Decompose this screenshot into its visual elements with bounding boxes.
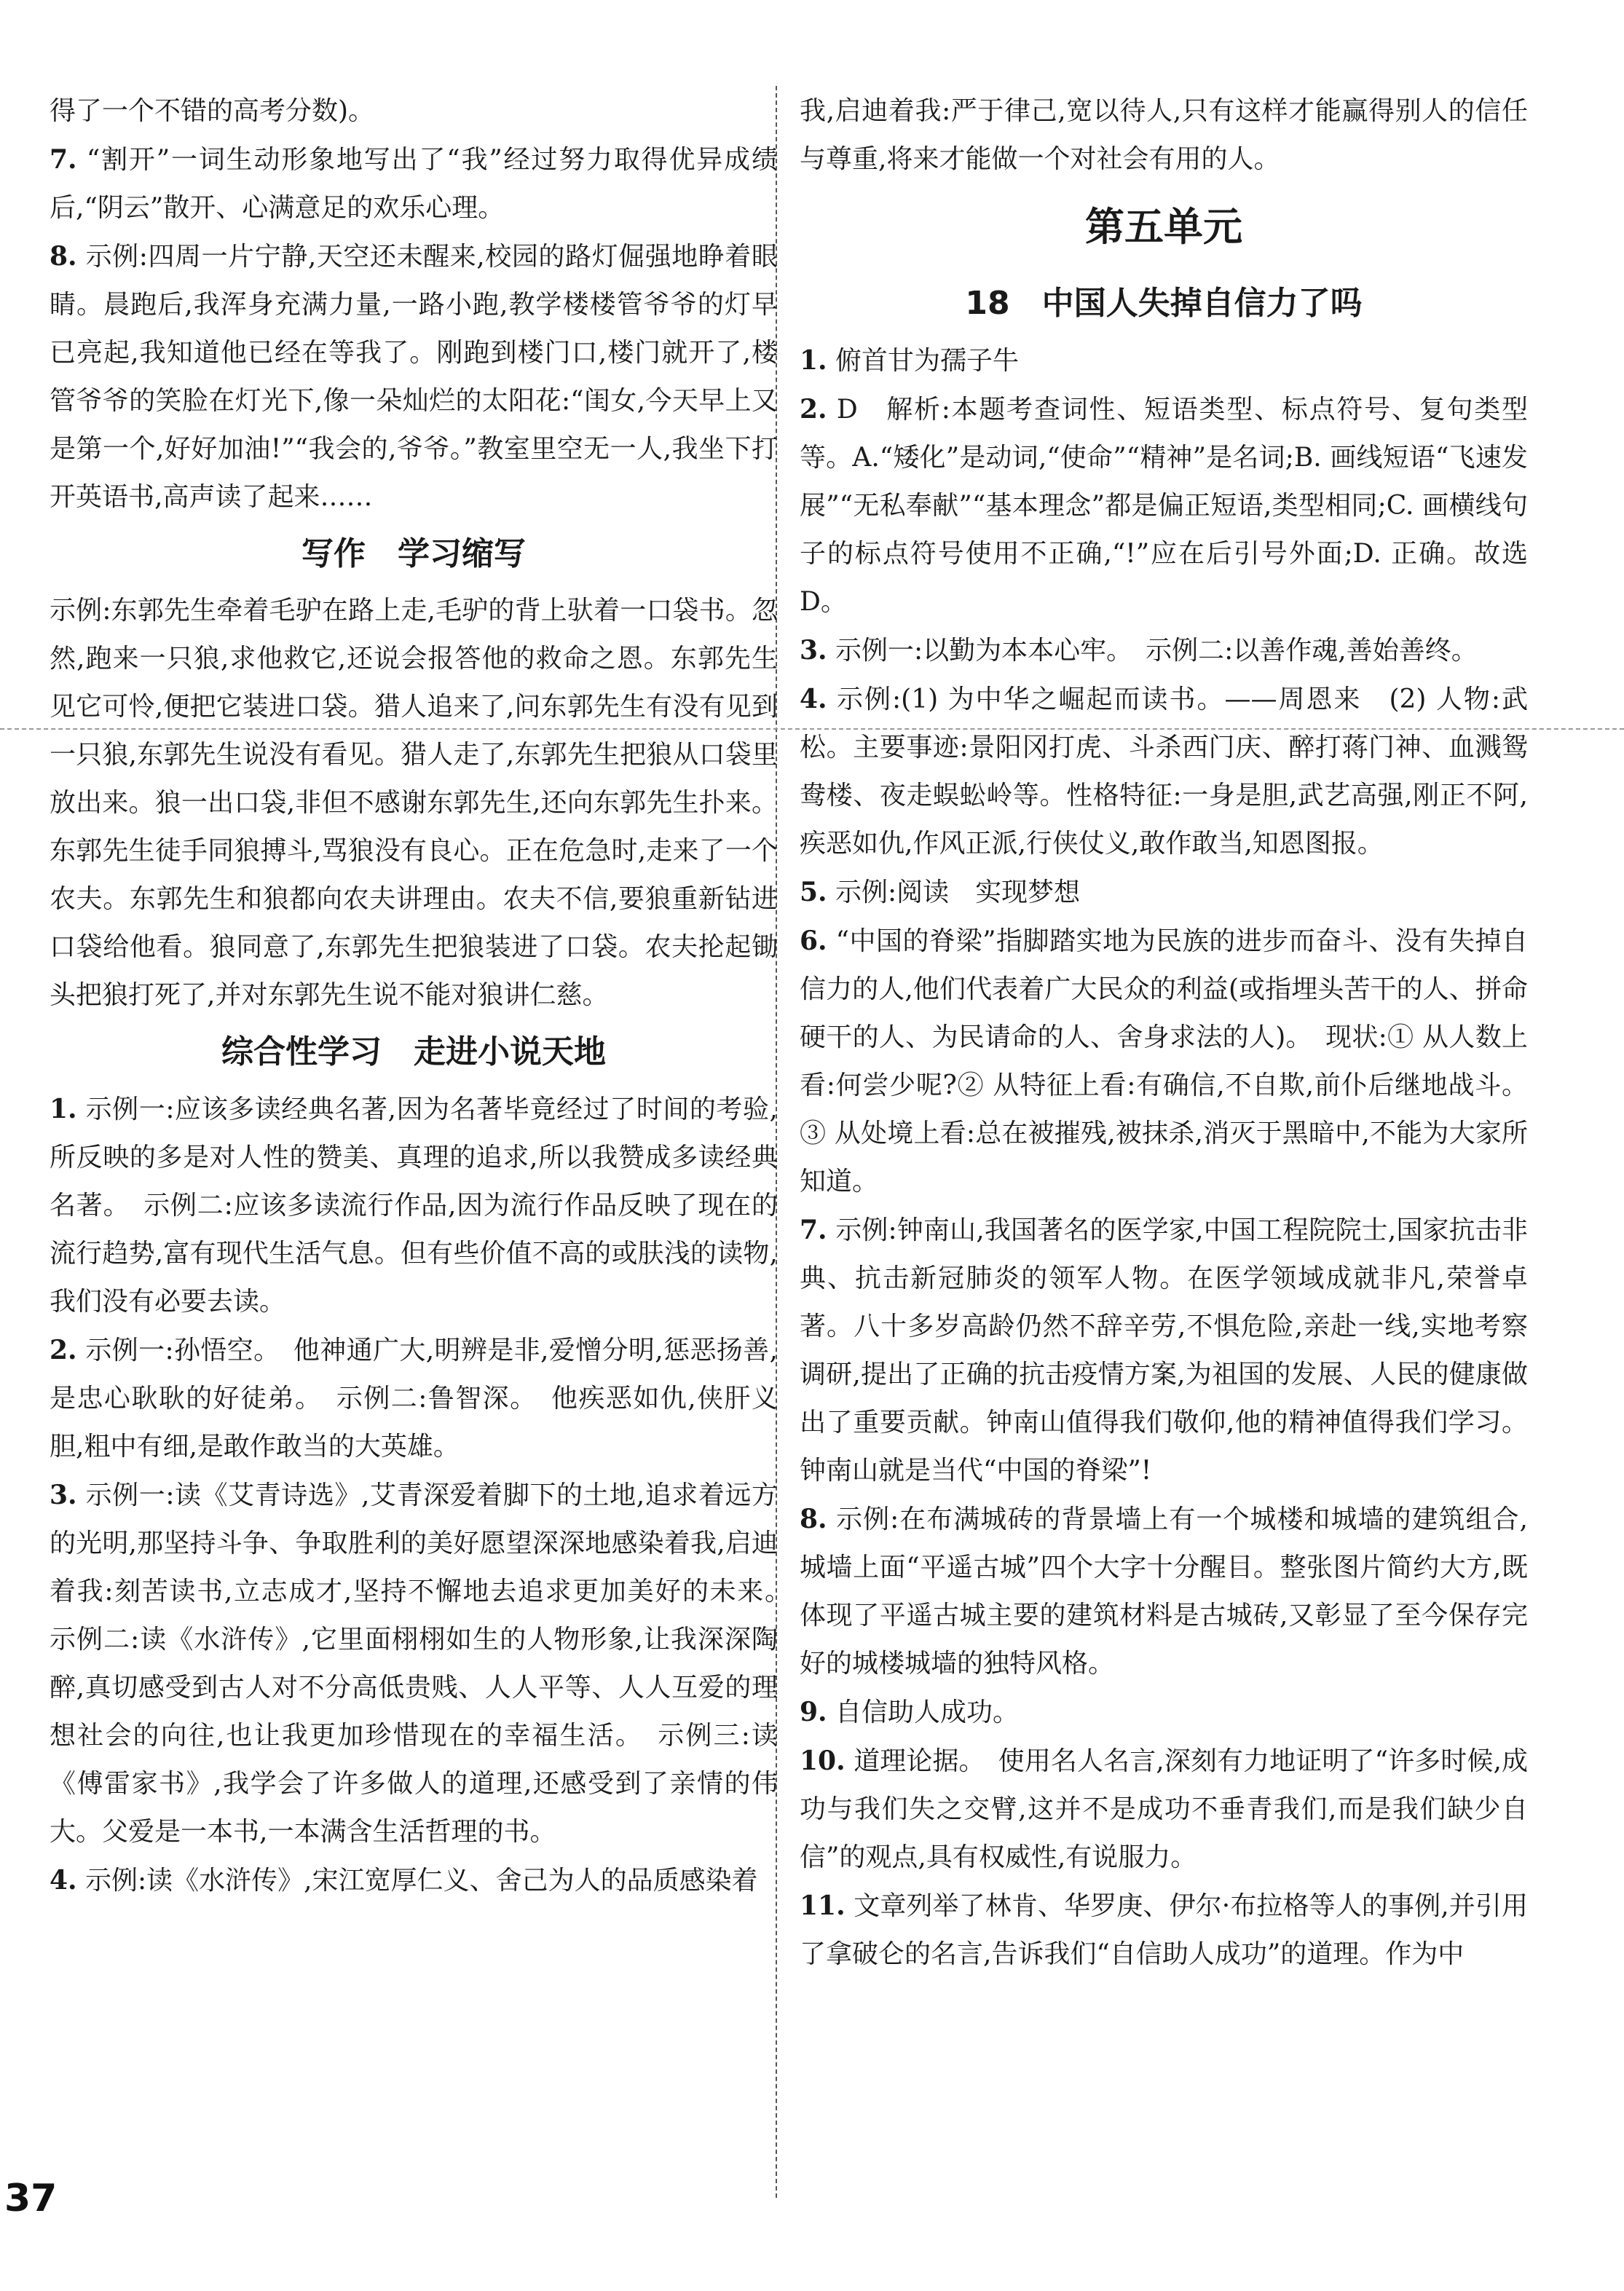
answer-text: 示例一:以勤为本本心牢。 示例二:以善作魂,善始善终。: [835, 636, 1478, 666]
answer-number: 7.: [50, 144, 77, 175]
lesson-answer-6: [800, 917, 1528, 1206]
answer-number: 3.: [50, 1480, 77, 1510]
answer-number: 10.: [800, 1746, 845, 1776]
answer-number: 7.: [800, 1215, 827, 1245]
answer-7: [50, 135, 778, 232]
answer-number: 11.: [800, 1890, 845, 1921]
unit-title: 第五单元: [1085, 204, 1242, 250]
answer-text: 自信助人成功。: [835, 1697, 1020, 1727]
answer-text: 示例:(1) 为中华之崛起而读书。——周恩来 (2) 人物:武松。主要事迹:景阳冈打虎、斗杀西门庆、醉打蒋门神、血溅鸳鸯楼、夜走蜈蚣岭等。性格特征:一身是胆,武艺高强,刚正不阿,疾恶如仇,作风正派,行侠仗义,敢作敢当,知恩图报。: [800, 685, 1528, 859]
answer-number: 1.: [50, 1094, 77, 1124]
page-number: 37: [4, 2177, 58, 2220]
answer-text: “割开”一词生动形象地写出了“我”经过努力取得优异成绩后,“阴云”散开、心满意足的欢乐心理。: [50, 145, 778, 223]
answer-text: 示例:读《水浒传》,宋江宽厚仁义、舍己为人的品质感染着: [85, 1866, 758, 1896]
answer-text: 示例:阅读 实现梦想: [835, 878, 1081, 907]
answer-text: D 解析:本题考查词性、短语类型、标点符号、复句类型等。A.“矮化”是动词,“使命”“精神”是名词;B. 画线短语“飞速发展”“无私奉献”“基本理念”都是偏正短语,类型相同;C. 画横线句子的标点符号使用不正确,“!”应在后引号外面;D. 正确。故选 D。: [800, 395, 1528, 617]
lesson-answer-8: [800, 1495, 1528, 1688]
comprehensive-answer-4: [50, 1856, 778, 1905]
lesson-answer-1: [800, 336, 1528, 385]
intro-text: 得了一个不错的高考分数)。: [50, 96, 375, 126]
answer-text: 示例:钟南山,我国著名的医学家,中国工程院院士,国家抗击非典、抗击新冠肺炎的领军人物。在医学领域成就非凡,荣誉卓著。八十多岁高龄仍然不辞辛劳,不惧危险,亲赴一线,实地考察调研,提出了正确的抗击疫情方案,为祖国的发展、人民的健康做出了重要贡献。钟南山值得我们敬仰,他的精神值得我们学习。钟南山就是当代“中国的脊梁”!: [800, 1215, 1528, 1486]
answer-number: 2.: [800, 394, 827, 425]
answer-number: 5.: [800, 877, 827, 907]
answer-text: 俯首甘为孺子牛: [835, 346, 1020, 376]
lesson-answer-11: [800, 1882, 1528, 1979]
section-heading-comprehensive: 综合性学习 走进小说天地: [221, 1033, 606, 1070]
answer-number: 4.: [800, 684, 827, 714]
answer-text: 道理论据。 使用名人名言,深刻有力地证明了“许多时候,成功与我们失之交臂,这并不是成功不垂青我们,而是我们缺少自信”的观点,具有权威性,有说服力。: [800, 1746, 1528, 1872]
answer-number: 1.: [800, 345, 827, 376]
section-heading-writing: 写作 学习缩写: [301, 535, 526, 572]
answer-text: 示例一:读《艾青诗选》,艾青深爱着脚下的土地,追求着远方的光明,那坚持斗争、争取胜利的美好愿望深深地感染着我,启迪着我:刻苦读书,立志成才,坚持不懈地去追求更加美好的未来。 示例二:读《水浒传》,它里面栩栩如生的人物形象,让我深深陶醉,真切感受到古人对不分高低贵贱、人人平等、人人互爱的理想社会的向往,也让我更加珍惜现在的幸福生活。 示例三:读《傅雷家书》,我学会了许多做人的道理,还感受到了亲情的伟大。父爱是一本书,一本满含生活哲理的书。: [50, 1480, 805, 1847]
answer-number: 2.: [50, 1335, 77, 1365]
answer-text: 示例一:应该多读经典名著,因为名著毕竟经过了时间的考验,所反映的多是对人性的赞美、真理的追求,所以我赞成多读经典名著。 示例二:应该多读流行作品,因为流行作品反映了现在的流行趋势,富有现代生活气息。但有些价值不高的或肤浅的读物,我们没有必要去读。: [50, 1095, 778, 1317]
lesson-answer-3: [800, 626, 1528, 675]
answer-number: 4.: [50, 1865, 77, 1896]
answer-text: 文章列举了林肯、华罗庚、伊尔·布拉格等人的事例,并引用了拿破仑的名言,告诉我们“自信助人成功”的道理。作为中: [800, 1891, 1528, 1969]
comprehensive-answer-3: [50, 1471, 805, 1856]
continued-text: 我,启迪着我:严于律己,宽以待人,只有这样才能赢得别人的信任与尊重,将来才能做一个对社会有用的人。: [800, 96, 1528, 174]
answer-number: 9.: [800, 1697, 827, 1727]
comprehensive-answer-2: [50, 1326, 778, 1471]
right-column: [800, 87, 1528, 1979]
lesson-answer-2: [800, 385, 1528, 626]
answer-number: 3.: [800, 635, 827, 666]
answer-number: 8.: [50, 241, 77, 272]
writing-example: 示例:东郭先生牵着毛驴在路上走,毛驴的背上驮着一口袋书。忽然,跑来一只狼,求他救它,还说会报答他的救命之恩。东郭先生见它可怜,便把它装进口袋。猎人追来了,问东郭先生有没有见到一只狼,东郭先生说没有看见。猎人走了,东郭先生把狼从口袋里放出来。狼一出口袋,非但不感谢东郭先生,还向东郭先生扑来。东郭先生徒手同狼搏斗,骂狼没有良心。正在危急时,走来了一个农夫。东郭先生和狼都向农夫讲理由。农夫不信,要狼重新钻进口袋给他看。狼同意了,东郭先生把狼装进了口袋。农夫抡起锄头把狼打死了,并对东郭先生说不能对狼讲仁慈。: [50, 596, 778, 1010]
lesson-title: 18 中国人失掉自信力了吗: [965, 285, 1363, 322]
answer-number: 8.: [800, 1504, 827, 1534]
lesson-answer-5: [800, 868, 1528, 917]
lesson-answer-7: [800, 1206, 1528, 1495]
lesson-answer-9: [800, 1688, 1528, 1737]
left-column: [50, 87, 805, 1905]
answer-number: 6.: [800, 926, 827, 956]
answer-text: “中国的脊梁”指脚踏实地为民族的进步而奋斗、没有失掉自信力的人,他们代表着广大民众的利益(或指埋头苦干的人、拼命硬干的人、为民请命的人、舍身求法的人)。 现状:① 从人数上看:何尝少呢?② 从特征上看:有确信,不自欺,前仆后继地战斗。③ 从处境上看:总在被摧残,被抹杀,消灭于黑暗中,不能为大家所知道。: [800, 926, 1528, 1196]
lesson-answer-10: [800, 1737, 1528, 1882]
answer-text: 示例:在布满城砖的背景墙上有一个城楼和城墙的建筑组合,城墙上面“平遥古城”四个大字十分醒目。整张图片简约大方,既体现了平遥古城主要的建筑材料是古城砖,又彰显了至今保存完好的城楼城墙的独特风格。: [800, 1505, 1528, 1679]
answer-text: 示例:四周一片宁静,天空还未醒来,校园的路灯倔强地睁着眼睛。晨跑后,我浑身充满力量,一路小跑,教学楼楼管爷爷的灯早已亮起,我知道他已经在等我了。刚跑到楼门口,楼门就开了,楼管爷爷的笑脸在灯光下,像一朵灿烂的太阳花:“闺女,今天早上又是第一个,好好加油!”“我会的,爷爷。”教室里空无一人,我坐下打开英语书,高声读了起来……: [50, 242, 778, 512]
comprehensive-answer-1: [50, 1085, 778, 1326]
answer-text: 示例一:孙悟空。 他神通广大,明辨是非,爱憎分明,惩恶扬善,是忠心耿耿的好徒弟。 示例二:鲁智深。 他疾恶如仇,侠肝义胆,粗中有细,是敢作敢当的大英雄。: [50, 1336, 778, 1462]
lesson-answer-4: [800, 675, 1528, 868]
answer-8: [50, 232, 778, 521]
